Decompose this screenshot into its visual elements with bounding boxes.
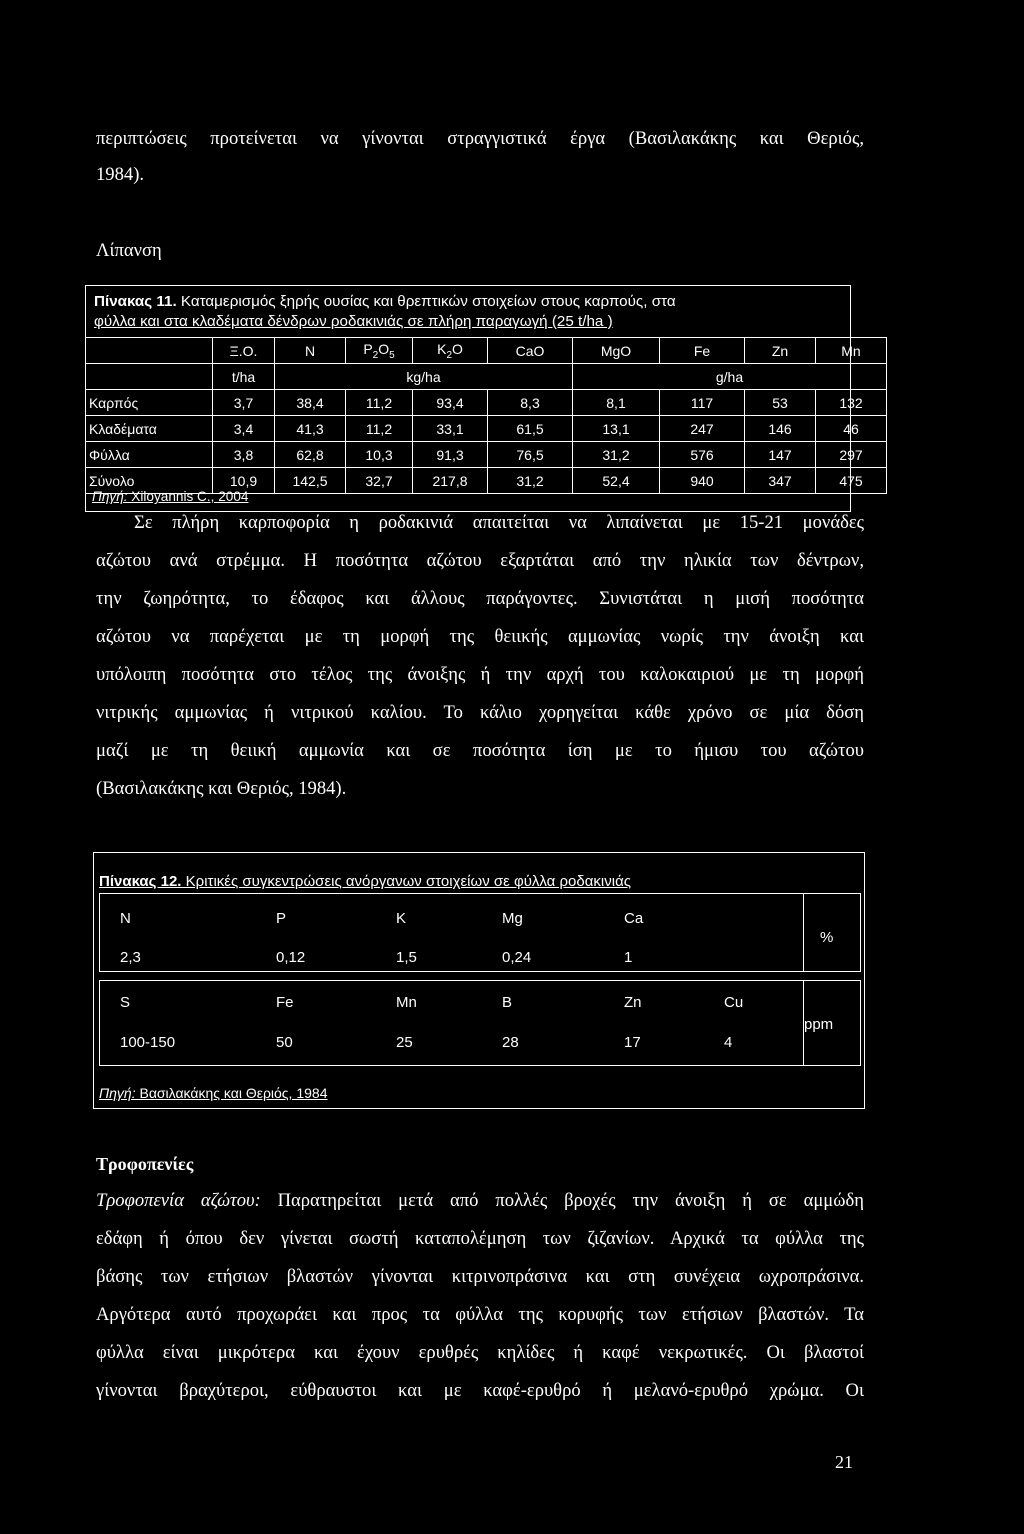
paragraph-line: φύλλα είναι μικρότερα και έχουν ερυθρές κηλίδες ή καφέ νεκρωτικές. Οι βλαστοί: [96, 1342, 864, 1363]
table-11-corner: [86, 338, 213, 364]
table-12-element: Mg: [502, 910, 523, 927]
table-cell: 3,4: [213, 416, 275, 442]
table-12-macro-unit: %: [820, 929, 834, 946]
paragraph-1-last-line: (Βασιλακάκης και Θεριός, 1984).: [96, 778, 347, 799]
table-cell: 61,5: [488, 416, 573, 442]
paragraph-line: υπόλοιπη ποσότητα στο τέλος της άνοιξης ή την αρχή του καλοκαιριού με τη μορφή: [96, 664, 864, 685]
table-cell: 33,1: [413, 416, 488, 442]
table-cell: 3,7: [213, 390, 275, 416]
table-cell: 8,1: [573, 390, 660, 416]
table-11-caption-text: Καταμερισμός ξηρής ουσίας και θρεπτικών στοιχείων στους καρπούς, στα: [176, 293, 676, 310]
table-cell: 940: [660, 468, 745, 494]
table-12-macro-divider: [803, 894, 804, 971]
table-12-source-label: Πηγή:: [99, 1085, 136, 1101]
table-cell: 53: [745, 390, 816, 416]
table-12-element: Fe: [276, 994, 294, 1011]
table-cell: 46: [816, 416, 887, 442]
intro-line-1: περιπτώσεις προτείνεται να γίνονται στραγγιστικά έργα (Βασιλακάκης και Θεριός,: [96, 128, 864, 149]
table-12-value: 1: [624, 949, 633, 966]
section-heading-fertilization: Λίπανση: [96, 240, 162, 261]
table-cell: 3,8: [213, 442, 275, 468]
table-12-frame: [93, 852, 865, 1109]
table-cell: 217,8: [413, 468, 488, 494]
table-12-value: 25: [396, 1034, 413, 1051]
paragraph-line: νιτρικής αμμωνίας ή νιτρικού καλίου. Το κάλιο χορηγείται κάθε χρόνο σε μία δόση: [96, 702, 864, 723]
table-11-header-fe: Fe: [660, 338, 745, 364]
paragraph-line: την ζωηρότητα, το έδαφος και άλλους παράγοντες. Συνιστάται η μισή ποσότητα: [96, 588, 864, 609]
table-12-element: Mn: [396, 994, 417, 1011]
table-cell: 32,7: [346, 468, 413, 494]
table-cell: 38,4: [275, 390, 346, 416]
table-cell: 475: [816, 468, 887, 494]
table-11-unit-micro: g/ha: [573, 364, 887, 390]
paragraph-line: εδάφη ή όπου δεν γίνεται σωστή καταπολέμηση των ζιζανίων. Αρχικά τα φύλλα της: [96, 1228, 864, 1249]
table-11-unit-macro: kg/ha: [275, 364, 573, 390]
table-cell: 117: [660, 390, 745, 416]
table-11-header-row: [86, 338, 887, 364]
table-cell: 10,3: [346, 442, 413, 468]
table-cell: 31,2: [573, 442, 660, 468]
table-12-value: 0,24: [502, 949, 532, 966]
table-12-value: 0,12: [276, 949, 306, 966]
table-cell: 132: [816, 390, 887, 416]
table-12-element: Ca: [624, 910, 644, 927]
section-heading-deficiencies: Τροφοπενίες: [96, 1154, 194, 1174]
paragraph-line: μαζί με τη θειική αμμωνία και σε ποσότητα ίση με το ήμισυ του αζώτου: [96, 740, 864, 761]
table-11-header-zn: Zn: [745, 338, 816, 364]
table-11-source: [92, 489, 248, 504]
paragraph-italic-lead: Τροφοπενία αζώτου:: [96, 1190, 261, 1211]
table-12-value: 1,5: [396, 949, 417, 966]
paragraph-line: Σε πλήρη καρποφορία η ροδακινιά απαιτείται να λιπαίνεται με 15-21 μονάδες: [134, 512, 864, 533]
table-cell: 247: [660, 416, 745, 442]
table-11: [85, 337, 887, 494]
table-11-header-mgo: MgO: [573, 338, 660, 364]
table-12-macro-box: [99, 893, 861, 972]
table-11-row-label: Κλαδέματα: [86, 416, 213, 442]
table-12-element: B: [502, 994, 513, 1011]
table-12-element: S: [120, 994, 131, 1011]
table-12-element: Zn: [624, 994, 642, 1011]
table-cell: 347: [745, 468, 816, 494]
table-11-header-p2o5: $P_2O_5$: [346, 338, 413, 364]
table-12-element: K: [396, 910, 407, 927]
table-cell: 76,5: [488, 442, 573, 468]
table-12-source: [99, 1085, 327, 1101]
intro-line-2: 1984).: [96, 164, 145, 185]
table-cell: 91,3: [413, 442, 488, 468]
table-12-element: P: [276, 910, 287, 927]
table-12-value: 100-150: [120, 1034, 176, 1051]
table-cell: 146: [745, 416, 816, 442]
table-12-caption-bold: Πίνακας 12.: [99, 873, 182, 890]
table-cell: 8,3: [488, 390, 573, 416]
table-cell: 93,4: [413, 390, 488, 416]
table-11-source-text: Xiloyannis C., 2004: [127, 489, 249, 504]
table-12-value: 28: [502, 1034, 519, 1051]
table-11-source-label: Πηγή:: [92, 489, 128, 504]
table-11-header-n: N: [275, 338, 346, 364]
table-11-caption-bold: Πίνακας 11.: [94, 293, 177, 310]
table-cell: 297: [816, 442, 887, 468]
page-number: 21: [835, 1452, 853, 1472]
table-cell: 11,2: [346, 416, 413, 442]
table-11-caption-line2: φύλλα και στα κλαδέματα δένδρων ροδακινιάς σε πλήρη παραγωγή (25 t/ha ): [94, 313, 613, 330]
table-12-value: 17: [624, 1034, 641, 1051]
paragraph-line: Αργότερα αυτό προχωράει και προς τα φύλλα της κορυφής των ετήσιων βλαστών. Τα: [96, 1304, 864, 1325]
table-11-header-mn: Mn: [816, 338, 887, 364]
table-11-caption: [94, 292, 676, 332]
table-cell: 62,8: [275, 442, 346, 468]
table-cell: 142,5: [275, 468, 346, 494]
table-12-element: N: [120, 910, 131, 927]
paragraph-line-text: Παρατηρείται μετά από πολλές βροχές την άνοιξη ή σε αμμώδη: [260, 1190, 864, 1211]
table-row: [86, 416, 887, 442]
paragraph-line: αζώτου ανά στρέμμα. Η ποσότητα αζώτου εξαρτάται από την ηλικία των δέντρων,: [96, 550, 864, 571]
table-cell: 13,1: [573, 416, 660, 442]
table-12-value: 4: [724, 1034, 733, 1051]
table-12-micro-box: [99, 980, 861, 1066]
table-11-header-dm: Ξ.Ο.: [213, 338, 275, 364]
table-11-unit-dm: t/ha: [213, 364, 275, 390]
paragraph-line: γίνονται βραχύτεροι, εύθραυστοι και με καφέ-ερυθρό ή μελανό-ερυθρό χρώμα. Οι: [96, 1380, 864, 1401]
table-11-row-label: Φύλλα: [86, 442, 213, 468]
table-11-header-cao: CaO: [488, 338, 573, 364]
paragraph-line: [96, 1190, 864, 1212]
table-11-units-row: [86, 364, 887, 390]
table-row: [86, 390, 887, 416]
table-11-header-k2o: $K_2O$: [413, 338, 488, 364]
table-11-units-blank: [86, 364, 213, 390]
table-12-value: 50: [276, 1034, 293, 1051]
paragraph-line: αζώτου να παρέχεται με τη μορφή της θειικής αμμωνίας νωρίς την άνοιξη και: [96, 626, 864, 647]
table-12-caption-text: Κριτικές συγκεντρώσεις ανόργανων στοιχείων σε φύλλα ροδακινιάς: [181, 873, 631, 890]
table-cell: 11,2: [346, 390, 413, 416]
table-12-element: Cu: [724, 994, 744, 1011]
table-cell: 147: [745, 442, 816, 468]
table-cell: 576: [660, 442, 745, 468]
table-cell: 41,3: [275, 416, 346, 442]
table-row: [86, 442, 887, 468]
table-cell: 52,4: [573, 468, 660, 494]
table-11-row-label: Καρπός: [86, 390, 213, 416]
paragraph-line: βάσης των ετήσιων βλαστών γίνονται κιτρινοπράσινα και στη συνέχεια ωχροπράσινα.: [96, 1266, 864, 1287]
table-12-caption: [99, 873, 631, 890]
table-12-source-text: Βασιλακάκης και Θεριός, 1984: [135, 1085, 328, 1101]
table-12-micro-unit: ppm: [804, 1016, 834, 1033]
table-12-value: 2,3: [120, 949, 141, 966]
table-cell: 31,2: [488, 468, 573, 494]
table-11-row-label: Σύνολο: [86, 468, 213, 494]
table-cell: 10,9: [213, 468, 275, 494]
